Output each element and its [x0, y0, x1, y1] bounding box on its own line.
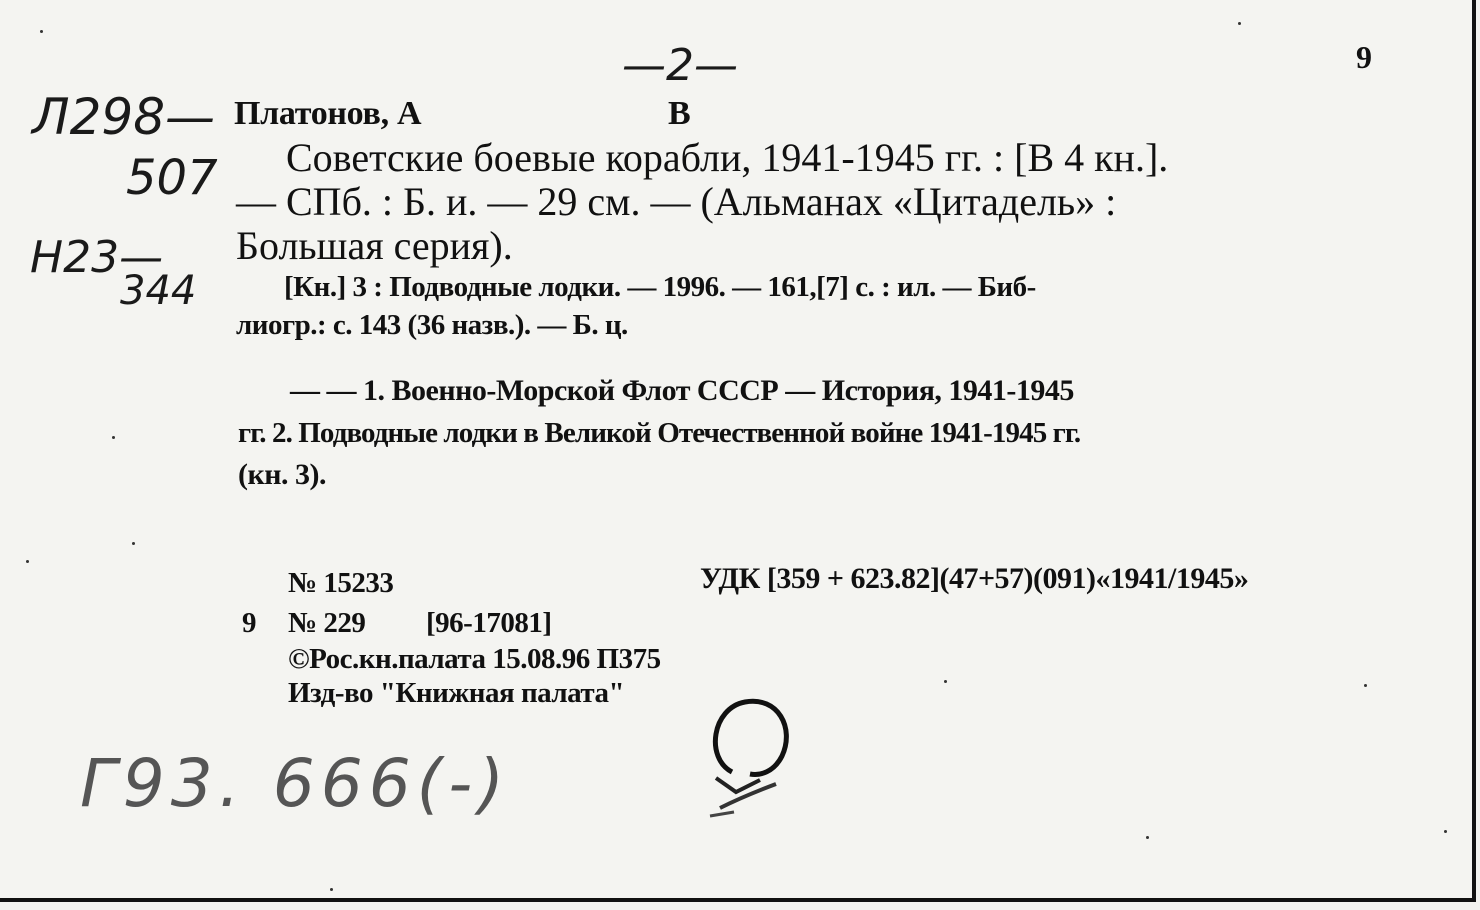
title-line-1: Советские боевые корабли, 1941-1945 гг. : [В 4 кн.]. — [286, 135, 1169, 180]
record-number-2-extra: [96-17081] — [426, 607, 552, 639]
handwritten-shelf-mark-4: 344 — [120, 268, 197, 314]
scan-speck — [112, 436, 115, 439]
subject-line-3: (кн. 3). — [238, 458, 327, 491]
handwritten-shelf-mark-1: Л298— — [32, 88, 216, 146]
scan-speck — [40, 30, 43, 33]
handwritten-top-mark: —2— — [622, 40, 738, 91]
title-line-3: Большая серия). — [236, 223, 513, 268]
handwritten-shelf-mark-2: 507 — [126, 150, 218, 206]
hand-drawn-circle-mark — [690, 688, 810, 838]
scan-speck — [1364, 684, 1367, 687]
handwritten-bottom-code: Г93. 666(-) — [80, 745, 510, 822]
scan-speck — [132, 542, 135, 545]
copyright-line: ©Рос.кн.палата 15.08.96 П375 — [288, 643, 661, 675]
page-number: 9 — [1356, 39, 1372, 75]
subject-line-2: гг. 2. Подводные лодки в Великой Отечественной войне 1941-1945 гг. — [238, 417, 1081, 449]
author-initial: В — [668, 95, 691, 132]
scan-speck — [1444, 830, 1447, 833]
publisher-line: Изд-во "Книжная палата" — [288, 677, 625, 709]
handwritten-shelf-mark-3: Н23— — [30, 232, 164, 283]
record-number-2: № 229 — [288, 607, 366, 639]
volume-line-2: лиогр.: с. 143 (36 назв.). — Б. ц. — [236, 309, 628, 341]
scan-speck — [944, 680, 947, 683]
scan-speck — [1146, 836, 1149, 839]
scan-speck — [26, 560, 29, 563]
udk-code: УДК [359 + 623.82](47+57)(091)«1941/1945» — [700, 562, 1249, 595]
volume-line-1: [Кн.] 3 : Подводные лодки. — 1996. — 161,[7] с. : ил. — Биб- — [284, 271, 1036, 303]
scan-speck — [330, 888, 333, 891]
subject-line-1: — — 1. Военно-Морской Флот СССР — История, 1941-1945 — [290, 374, 1074, 407]
author-name: Платонов, А — [234, 95, 422, 132]
scan-speck — [1238, 22, 1241, 25]
record-number-1: № 15233 — [288, 567, 394, 599]
card-prefix: 9 — [242, 607, 256, 639]
title-line-2: — СПб. : Б. и. — 29 см. — (Альманах «Цитадель» : — [236, 179, 1117, 224]
